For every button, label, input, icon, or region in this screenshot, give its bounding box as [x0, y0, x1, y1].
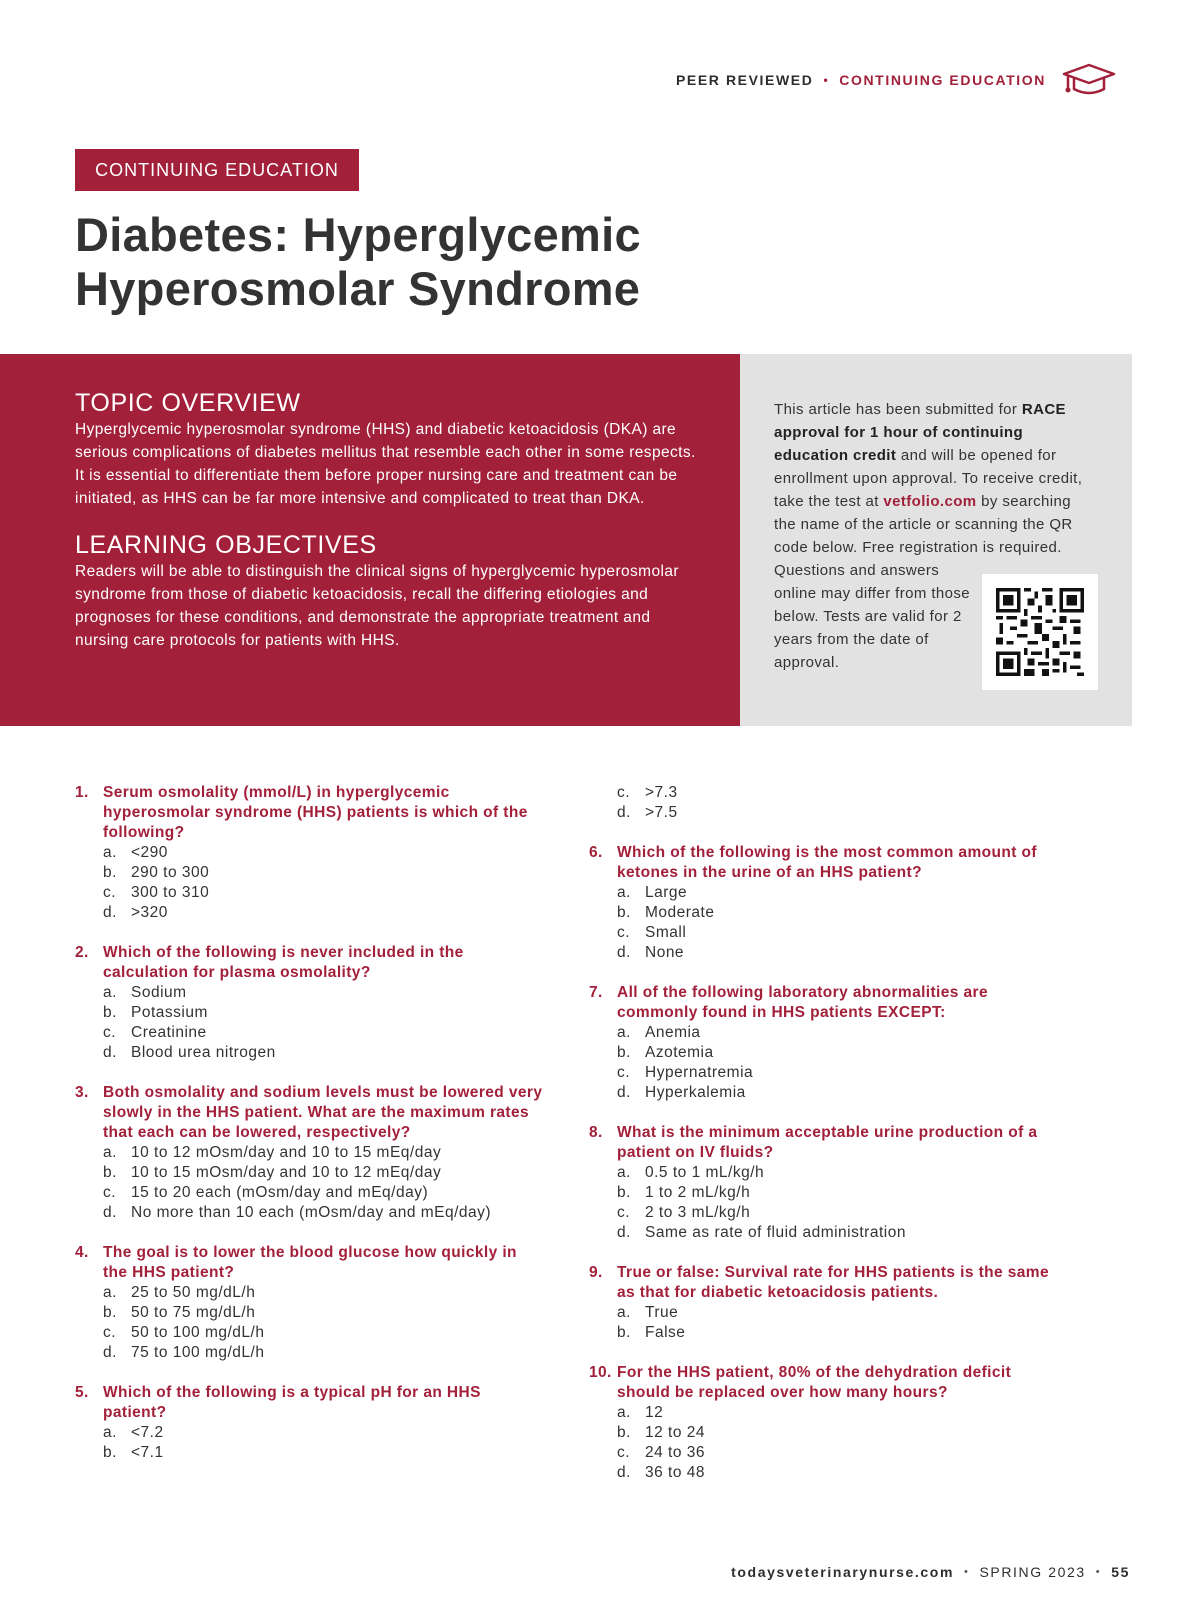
- footer-site: todaysveterinarynurse.com: [731, 1564, 954, 1580]
- answer-option: [589, 1403, 1059, 1423]
- option-text: 2 to 3 mL/kg/h: [645, 1204, 751, 1221]
- answer-option: [589, 1183, 1059, 1203]
- option-text: <7.1: [131, 1444, 164, 1461]
- option-text: Sodium: [131, 984, 187, 1001]
- question-item: [589, 843, 1059, 963]
- option-letter: c.: [617, 784, 631, 801]
- qr-code-icon: [996, 588, 1084, 676]
- question-text: Which of the following is a typical pH for an HHS patient?: [103, 1384, 481, 1421]
- option-text: Creatinine: [131, 1024, 207, 1041]
- option-letter: c.: [617, 1204, 631, 1221]
- question-item: [589, 1123, 1059, 1243]
- answer-option: [589, 1323, 1059, 1343]
- continuing-education-label: CONTINUING EDUCATION: [839, 72, 1046, 88]
- question-row: [589, 843, 1059, 883]
- answer-option: [75, 1423, 545, 1443]
- option-text: Hyperkalemia: [645, 1084, 746, 1101]
- answer-option: [75, 983, 545, 1003]
- option-text: 36 to 48: [645, 1464, 706, 1481]
- question-item: [75, 1383, 545, 1463]
- learning-objectives-body: Readers will be able to distinguish the clinical signs of hyperglycemic hyperosmolar syndrome from those of diabetic ketoacidosis, recall the differing etiologies and prognoses for these conditions, and demonstrate the appropriate treatment and nursing care protocols for patients with HHS.: [75, 563, 679, 649]
- question-item: [75, 1083, 545, 1223]
- question-number: 6.: [589, 844, 603, 861]
- question-row: [75, 1383, 545, 1423]
- option-letter: b.: [103, 1004, 117, 1021]
- answer-option: [589, 803, 1059, 823]
- question-text: Both osmolality and sodium levels must be lowered very slowly in the HHS patient. What are the maximum rates that each can be lowered, respectively?: [103, 1084, 543, 1141]
- page-number: 55: [1111, 1564, 1130, 1580]
- question-number: 1.: [75, 784, 89, 801]
- question-item: [589, 1363, 1059, 1483]
- question-number: 10.: [589, 1364, 612, 1381]
- option-letter: d.: [103, 904, 117, 921]
- question-text: The goal is to lower the blood glucose how quickly in the HHS patient?: [103, 1244, 517, 1281]
- option-letter: d.: [617, 1224, 631, 1241]
- answer-option: [75, 1043, 545, 1063]
- option-text: 0.5 to 1 mL/kg/h: [645, 1164, 765, 1181]
- answer-option: [75, 1143, 545, 1163]
- option-text: >320: [131, 904, 168, 921]
- option-letter: c.: [103, 884, 117, 901]
- option-text: Hypernatremia: [645, 1064, 754, 1081]
- answer-option: [75, 1323, 545, 1343]
- question-item: [589, 1263, 1059, 1343]
- question-item: [75, 1243, 545, 1363]
- header-bar: [676, 62, 1118, 98]
- question-item: [75, 783, 545, 923]
- question-text: Serum osmolality (mmol/L) in hyperglycemic hyperosmolar syndrome (HHS) patients is which of the following?: [103, 784, 528, 841]
- option-text: <290: [131, 844, 168, 861]
- credit-bold: RACE approval for 1 hour of continuing education credit: [774, 401, 1066, 464]
- option-text: 25 to 50 mg/dL/h: [131, 1284, 256, 1301]
- answer-option: [589, 943, 1059, 963]
- option-letter: a.: [617, 1024, 631, 1041]
- footer-separator-2: •: [1095, 1566, 1102, 1578]
- option-text: <7.2: [131, 1424, 164, 1441]
- article-title: [75, 208, 641, 316]
- question-number: 5.: [75, 1384, 89, 1401]
- answer-option: [589, 1043, 1059, 1063]
- answer-option: [589, 783, 1059, 803]
- option-text: Same as rate of fluid administration: [645, 1224, 906, 1241]
- credit-info-panel: [740, 354, 1132, 726]
- option-letter: b.: [103, 1164, 117, 1181]
- option-letter: a.: [617, 1164, 631, 1181]
- question-number: 4.: [75, 1244, 89, 1261]
- option-text: 12 to 24: [645, 1424, 706, 1441]
- question-number: 2.: [75, 944, 89, 961]
- option-letter: d.: [103, 1344, 117, 1361]
- question-row: [589, 1363, 1059, 1403]
- page-footer: [731, 1564, 1130, 1580]
- learning-objectives-heading: LEARNING OBJECTIVES: [75, 531, 377, 559]
- option-letter: d.: [103, 1044, 117, 1061]
- question-row: [75, 943, 545, 983]
- peer-reviewed-label: PEER REVIEWED: [675, 72, 814, 88]
- answer-option: [75, 1023, 545, 1043]
- credit-after-link: by searching the name of the article or scanning the QR code below. Free registration is required.: [774, 493, 1073, 556]
- question-text: For the HHS patient, 80% of the dehydration deficit should be replaced over how many hours?: [617, 1364, 1012, 1401]
- footer-issue: SPRING 2023: [979, 1564, 1086, 1580]
- option-letter: d.: [617, 1464, 631, 1481]
- option-text: 50 to 100 mg/dL/h: [131, 1324, 265, 1341]
- questions-right-column: [589, 783, 1059, 1503]
- credit-info-text: [774, 398, 1096, 559]
- title-line-2: Hyperosmolar Syndrome: [75, 262, 641, 315]
- answer-option: [589, 1203, 1059, 1223]
- option-text: True: [645, 1304, 679, 1321]
- option-text: 15 to 20 each (mOsm/day and mEq/day): [131, 1184, 429, 1201]
- option-text: >7.3: [645, 784, 678, 801]
- option-text: None: [645, 944, 685, 961]
- question-text: All of the following laboratory abnormalities are commonly found in HHS patients EXCEPT:: [617, 984, 988, 1021]
- answer-option: [589, 1063, 1059, 1083]
- question-text: True or false: Survival rate for HHS patients is the same as that for diabetic ketoacidosis patients.: [617, 1264, 1049, 1301]
- answer-option: [589, 1443, 1059, 1463]
- option-letter: d.: [103, 1204, 117, 1221]
- option-text: Potassium: [131, 1004, 208, 1021]
- option-text: >7.5: [645, 804, 678, 821]
- answer-option: [75, 1283, 545, 1303]
- question-row: [75, 1243, 545, 1283]
- option-text: Blood urea nitrogen: [131, 1044, 276, 1061]
- option-text: 290 to 300: [131, 864, 210, 881]
- option-letter: b.: [617, 1184, 631, 1201]
- header-separator: •: [823, 73, 830, 87]
- vetfolio-link[interactable]: vetfolio.com: [883, 493, 977, 510]
- answer-option: [75, 883, 545, 903]
- question-5-continued: [589, 783, 1059, 823]
- section-tag: CONTINUING EDUCATION: [75, 149, 359, 191]
- answer-option: [75, 903, 545, 923]
- option-text: 24 to 36: [645, 1444, 706, 1461]
- option-text: Moderate: [645, 904, 715, 921]
- credit-intro: This article has been submitted for: [774, 401, 1018, 418]
- option-letter: a.: [103, 1424, 117, 1441]
- question-row: [589, 1263, 1059, 1303]
- option-letter: d.: [617, 944, 631, 961]
- option-letter: b.: [617, 1044, 631, 1061]
- question-number: 7.: [589, 984, 603, 1001]
- option-text: Azotemia: [645, 1044, 714, 1061]
- answer-option: [75, 1303, 545, 1323]
- option-text: False: [645, 1324, 686, 1341]
- option-letter: a.: [617, 1404, 631, 1421]
- questions-left-column: [75, 783, 545, 1483]
- question-row: [589, 1123, 1059, 1163]
- answer-option: [589, 1083, 1059, 1103]
- answer-option: [589, 923, 1059, 943]
- option-letter: b.: [617, 1324, 631, 1341]
- option-letter: c.: [617, 924, 631, 941]
- question-number: 8.: [589, 1124, 603, 1141]
- answer-option: [75, 1183, 545, 1203]
- option-text: Large: [645, 884, 688, 901]
- answer-option: [75, 843, 545, 863]
- option-text: Small: [645, 924, 687, 941]
- option-letter: a.: [617, 884, 631, 901]
- option-letter: a.: [617, 1304, 631, 1321]
- option-text: 75 to 100 mg/dL/h: [131, 1344, 265, 1361]
- option-letter: a.: [103, 984, 117, 1001]
- question-text: Which of the following is the most common amount of ketones in the urine of an HHS patient?: [617, 844, 1037, 881]
- credit-disclaimer: Questions and answers online may differ from those below. Tests are valid for 2 years from the date of approval.: [774, 562, 971, 671]
- option-letter: b.: [103, 1304, 117, 1321]
- option-letter: c.: [617, 1064, 631, 1081]
- option-letter: b.: [617, 1424, 631, 1441]
- title-line-1: Diabetes: Hyperglycemic: [75, 208, 641, 261]
- topic-overview-body: Hyperglycemic hyperosmolar syndrome (HHS) and diabetic ketoacidosis (DKA) are serious complications of diabetes mellitus that resemble each other in some respects. It is essential to differentiate them before proper nursing care and treatment can be initiated, as HHS can be far more intensive and complicated to treat than DKA.: [75, 421, 696, 507]
- option-text: No more than 10 each (mOsm/day and mEq/day): [131, 1204, 492, 1221]
- option-text: 10 to 15 mOsm/day and 10 to 12 mEq/day: [131, 1164, 442, 1181]
- answer-option: [589, 1303, 1059, 1323]
- footer-separator-1: •: [964, 1566, 970, 1578]
- credit-middle: and will be opened for enrollment upon approval. To receive credit, take the test at: [774, 447, 1083, 510]
- answer-option: [589, 883, 1059, 903]
- question-row: [75, 1083, 545, 1143]
- option-letter: c.: [103, 1184, 117, 1201]
- answer-option: [589, 1463, 1059, 1483]
- option-letter: c.: [103, 1024, 117, 1041]
- question-text: What is the minimum acceptable urine production of a patient on IV fluids?: [617, 1124, 1038, 1161]
- qr-code[interactable]: [982, 574, 1098, 690]
- option-letter: b.: [617, 904, 631, 921]
- answer-option: [589, 1163, 1059, 1183]
- option-text: 1 to 2 mL/kg/h: [645, 1184, 751, 1201]
- option-letter: a.: [103, 1284, 117, 1301]
- answer-option: [75, 1343, 545, 1363]
- answer-option: [75, 863, 545, 883]
- option-text: 12: [645, 1404, 664, 1421]
- question-row: [589, 983, 1059, 1023]
- answer-option: [75, 1163, 545, 1183]
- question-row: [75, 783, 545, 843]
- option-letter: a.: [103, 1144, 117, 1161]
- question-item: [75, 943, 545, 1063]
- option-letter: b.: [103, 864, 117, 881]
- option-letter: c.: [103, 1324, 117, 1341]
- option-text: 50 to 75 mg/dL/h: [131, 1304, 256, 1321]
- answer-option: [589, 903, 1059, 923]
- answer-option: [589, 1423, 1059, 1443]
- graduation-cap-icon: [1060, 62, 1118, 98]
- overview-panel: [0, 354, 740, 726]
- option-text: Anemia: [645, 1024, 701, 1041]
- answer-option: [589, 1223, 1059, 1243]
- option-letter: c.: [617, 1444, 631, 1461]
- question-item: [589, 983, 1059, 1103]
- answer-option: [589, 1023, 1059, 1043]
- topic-overview-heading: TOPIC OVERVIEW: [75, 389, 301, 417]
- option-text: 10 to 12 mOsm/day and 10 to 15 mEq/day: [131, 1144, 442, 1161]
- option-text: 300 to 310: [131, 884, 210, 901]
- option-letter: d.: [617, 1084, 631, 1101]
- question-text: Which of the following is never included in the calculation for plasma osmolality?: [103, 944, 464, 981]
- question-number: 9.: [589, 1264, 603, 1281]
- answer-option: [75, 1203, 545, 1223]
- answer-option: [75, 1443, 545, 1463]
- answer-option: [75, 1003, 545, 1023]
- option-letter: b.: [103, 1444, 117, 1461]
- question-number: 3.: [75, 1084, 89, 1101]
- option-letter: a.: [103, 844, 117, 861]
- option-letter: d.: [617, 804, 631, 821]
